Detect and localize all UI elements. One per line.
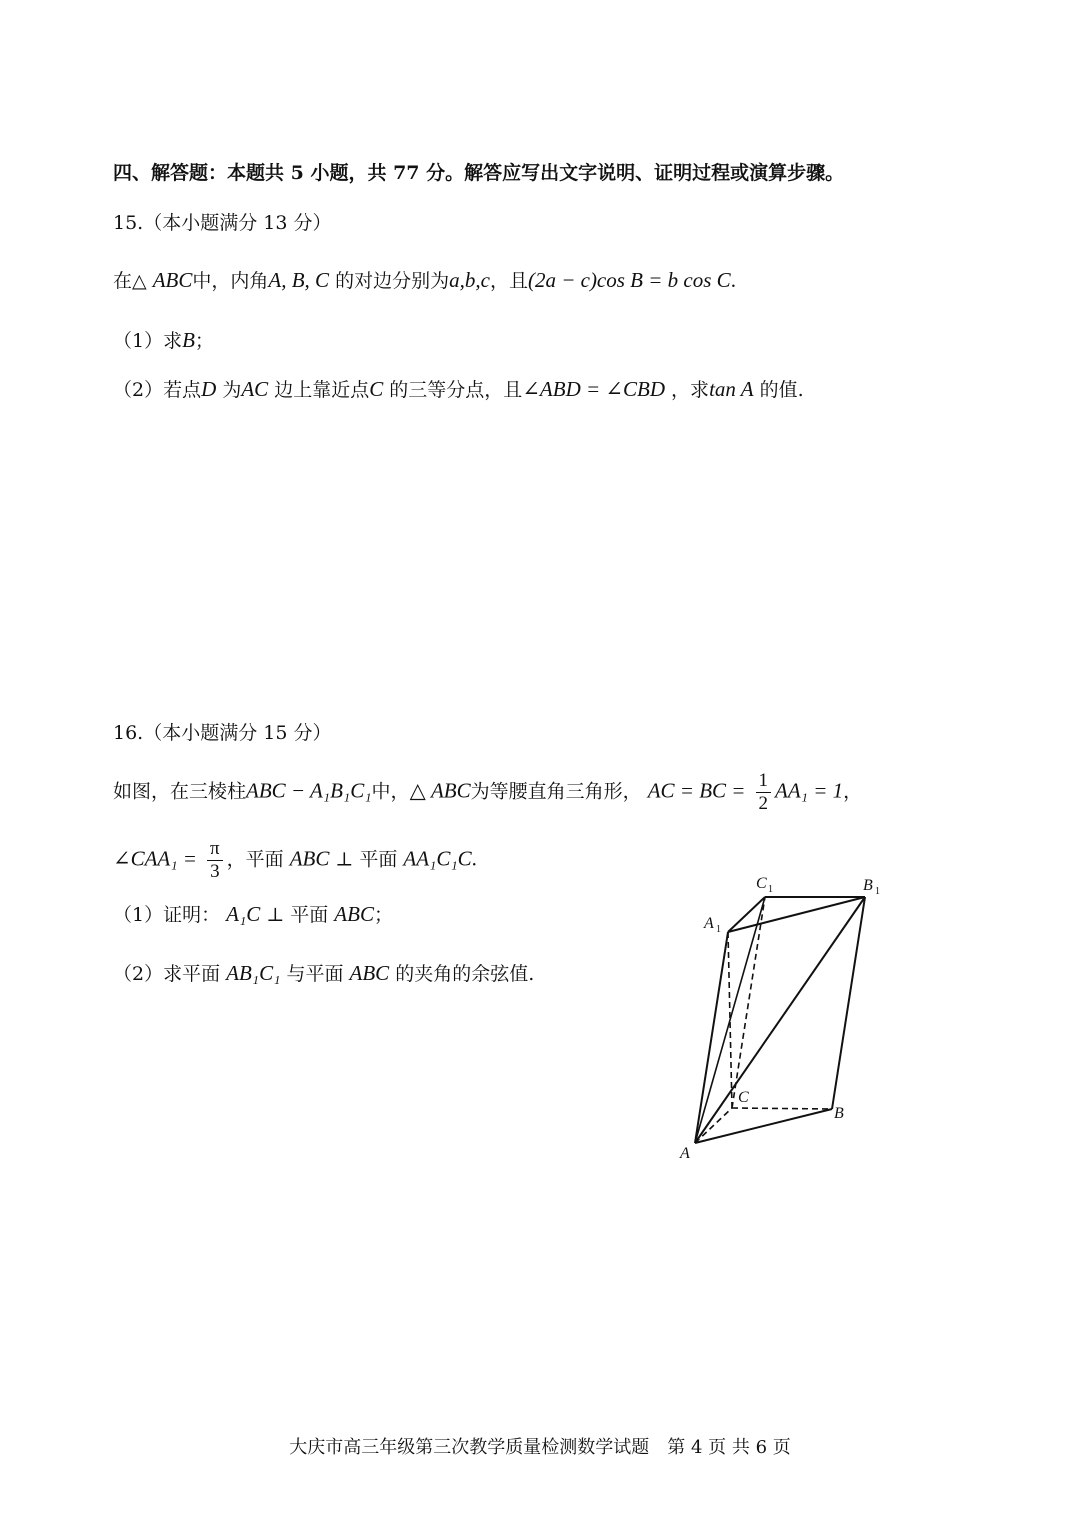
frac-den: 3 [210, 860, 220, 882]
math-angle-lhs: ∠CAA₁ = [113, 846, 197, 871]
text: 的三等分点，且 [389, 379, 523, 401]
text: 如图，在三棱柱 [113, 780, 247, 803]
q15-part1 [113, 328, 214, 353]
math-triangle: △ ABC [409, 778, 471, 803]
edge-bb1 [832, 897, 865, 1109]
text: ， [843, 780, 863, 803]
triangle-symbol: △ [132, 270, 147, 292]
q16-part1 [113, 902, 393, 927]
math-d: D [201, 377, 217, 401]
label-c: C [738, 1089, 749, 1106]
text: ⊥ 平面 [335, 848, 398, 871]
section-heading: 四、解答题：本题共 5 小题，共 77 分。解答应写出文字说明、证明过程或演算步骤。 [113, 162, 845, 184]
frac-num: π [207, 838, 223, 861]
label-c1-sub: 1 [768, 884, 773, 895]
math-abc: ABC [152, 268, 193, 292]
math-plane: AA₁C₁C [403, 846, 472, 871]
text: 在 [113, 270, 133, 292]
text: ； [373, 904, 393, 926]
label-c1: C [756, 875, 767, 892]
q15-header: 15.（本小题满分 13 分） [113, 212, 332, 234]
text: （1）证明： [113, 904, 221, 926]
text: ； [194, 330, 214, 352]
label-b1-sub: 1 [875, 886, 880, 897]
fraction-half [756, 770, 772, 815]
frac-den: 2 [758, 792, 768, 814]
math-sides: a,b,c [449, 268, 490, 292]
math-ac: AC [241, 377, 269, 401]
text: 中，内角 [192, 270, 269, 292]
text: 为等腰直角三角形， [470, 780, 642, 803]
math-a1c: A₁C [226, 902, 261, 926]
math-c: C [369, 377, 384, 401]
edge-ac1 [695, 897, 765, 1143]
math-plane: ABC [289, 846, 330, 871]
q16-stem-line2 [113, 838, 477, 883]
text: 中， [371, 780, 410, 803]
text: 的值. [759, 379, 804, 401]
text: . [471, 846, 477, 871]
fraction-pi-3 [207, 838, 223, 883]
text: 为 [222, 379, 242, 401]
math-prism: ABC − A₁B₁C₁ [246, 778, 372, 803]
label-a1-sub: 1 [716, 924, 721, 935]
edge-cb [732, 1108, 832, 1109]
text: 的夹角的余弦值. [395, 963, 535, 985]
label-b1: B [863, 877, 873, 894]
q15-stem [113, 268, 736, 293]
math-plane: ABC [334, 902, 374, 926]
math-b: B [182, 328, 195, 352]
math-eq2: AA₁ = 1 [775, 778, 844, 803]
math-angle: ∠ABD = ∠CBD [522, 377, 665, 401]
text: 与平面 [286, 963, 344, 985]
text: ，且 [489, 270, 528, 292]
math-formula: (2a − c)cos B = b cos C [527, 268, 731, 292]
math-angles: A, B, C [268, 268, 330, 292]
math-plane: ABC [349, 961, 390, 985]
label-a1: A [704, 915, 714, 932]
q15-part2 [113, 377, 804, 402]
text: 的对边分别为 [335, 270, 450, 292]
text: ⊥ 平面 [266, 904, 329, 926]
text: ，平面 [226, 848, 284, 871]
label-a: A [680, 1145, 690, 1162]
text: ，求 [671, 379, 710, 401]
text: 边上靠近点 [274, 379, 370, 401]
edge-aa1 [695, 932, 728, 1143]
frac-num: 1 [756, 770, 772, 793]
edge-cc1 [732, 897, 765, 1108]
text: （2）若点 [113, 379, 202, 401]
q16-part2 [113, 961, 534, 986]
prism-figure [660, 860, 900, 1170]
text: . [730, 268, 736, 292]
math-plane: AB₁C₁ [226, 961, 281, 985]
q16-stem-line1 [113, 770, 862, 815]
math-tan: tan A [709, 377, 754, 401]
page-footer: 大庆市高三年级第三次教学质量检测数学试题 第 4 页 共 6 页 [289, 1437, 791, 1458]
math-eq: AC = BC = [647, 778, 746, 803]
q16-header: 16.（本小题满分 15 分） [113, 722, 332, 744]
text: （1）求 [113, 330, 183, 352]
label-b: B [834, 1105, 844, 1122]
text: （2）求平面 [113, 963, 221, 985]
